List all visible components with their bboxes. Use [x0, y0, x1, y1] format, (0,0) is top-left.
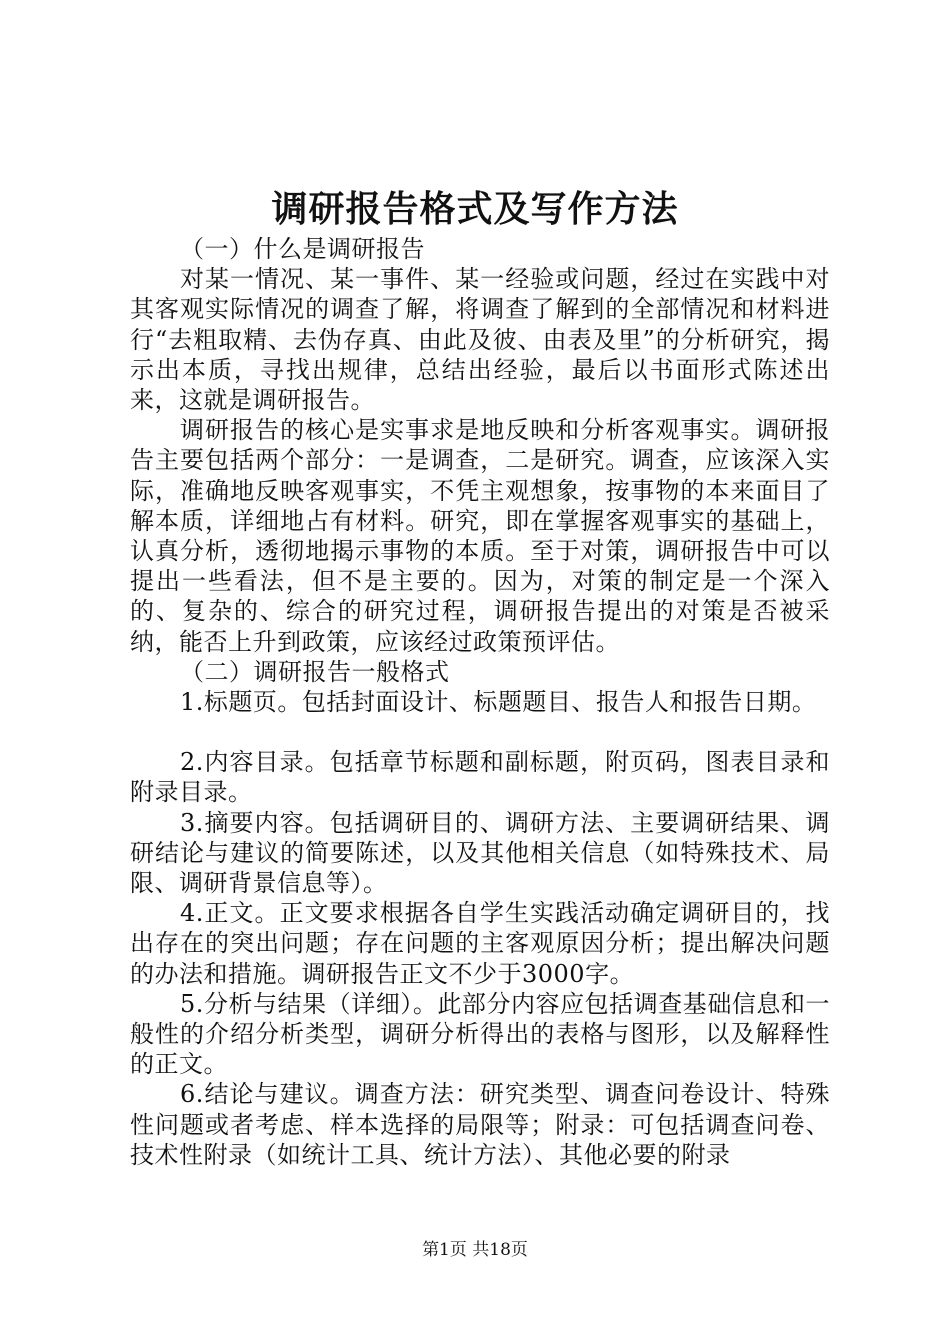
- list-item-conclusions: 6.结论与建议。调查方法：研究类型、调查问卷设计、特殊性问题或者考虑、样本选择的局限等；附录：可包括调查问卷、技术性附录（如统计工具、统计方法）、其他必要的附录: [130, 1080, 830, 1169]
- list-item-table-of-contents: 2.内容目录。包括章节标题和副标题，附页码，图表目录和附录目录。: [130, 748, 830, 807]
- paragraph-definition: 对某一情况、某一事件、某一经验或问题，经过在实践中对其客观实际情况的调查了解，将调查了解到的全部情况和材料进行“去粗取精、去伪存真、由此及彼、由表及里”的分析研究，揭示出本质，寻找出规律，总结出经验，最后以书面形式陈述出来，这就是调研报告。: [130, 265, 830, 415]
- list-item-abstract: 3.摘要内容。包括调研目的、调研方法、主要调研结果、调研结论与建议的简要陈述，以及其他相关信息（如特殊技术、局限、调研背景信息等）。: [130, 808, 830, 898]
- section-heading-what-is-report: （一）什么是调研报告: [180, 235, 425, 263]
- document-body: [130, 234, 830, 1170]
- paragraph-core: 调研报告的核心是实事求是地反映和分析客观事实。调研报告主要包括两个部分：一是调查，二是研究。调查，应该深入实际，准确地反映客观事实，不凭主观想象，按事物的本来面目了解本质，详细地占有材料。研究，即在掌握客观事实的基础上，认真分析，透彻地揭示事物的本质。至于对策，调研报告中可以提出一些看法，但不是主要的。因为，对策的制定是一个深入的、复杂的、综合的研究过程，调研报告提出的对策是否被采纳，能否上升到政策，应该经过政策预评估。: [130, 416, 830, 656]
- list-item-title-page: 1.标题页。包括封面设计、标题题目、报告人和报告日期。: [180, 688, 817, 717]
- blank-line: [130, 717, 830, 747]
- list-item-main-text: 4.正文。正文要求根据各自学生实践活动确定调研目的，找出存在的突出问题；存在问题的主客观原因分析；提出解决问题的办法和措施。调研报告正文不少于3000字。: [130, 899, 830, 988]
- section-heading-general-format: （二）调研报告一般格式: [180, 657, 450, 686]
- page-number-footer: 第1页 共18页: [422, 1240, 528, 1260]
- list-item-analysis-results: 5.分析与结果（详细）。此部分内容应包括调查基础信息和一般性的介绍分析类型，调研分析得出的表格与图形，以及解释性的正文。: [130, 989, 830, 1079]
- document-title: 调研报告格式及写作方法: [271, 188, 679, 230]
